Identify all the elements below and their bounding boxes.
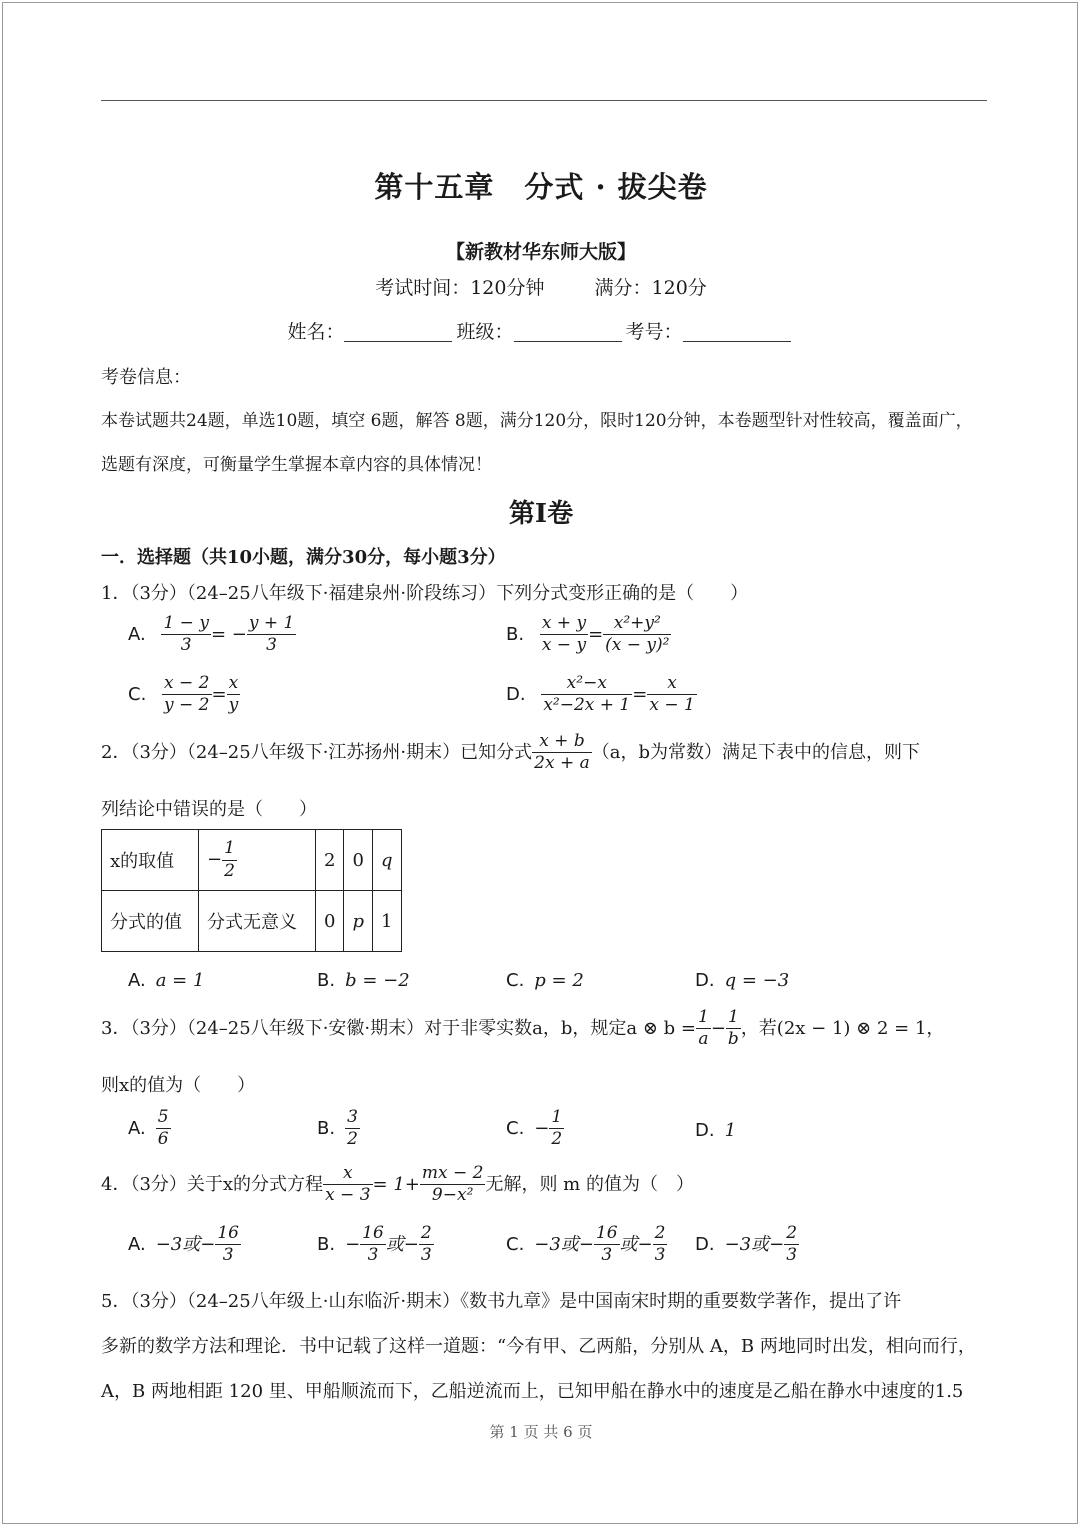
q3-option-c[interactable]	[506, 1107, 564, 1151]
table-cell: 分式无意义	[199, 891, 316, 952]
denominator: x − 1	[649, 695, 695, 716]
q2-option-d[interactable]	[695, 970, 789, 991]
denominator: 3	[367, 1245, 379, 1266]
table-cell: 0	[344, 830, 373, 891]
id-label: 考号：	[625, 321, 683, 343]
numerator: x	[227, 673, 241, 695]
option-letter: A.	[128, 1117, 146, 1139]
table-cell	[199, 830, 316, 891]
name-label: 姓名：	[287, 321, 345, 343]
option-letter: A.	[128, 623, 146, 645]
q3-stem-line2: 则x的值为（ ）	[101, 1075, 256, 1096]
denominator: 3	[222, 1245, 234, 1266]
option-letter: D.	[695, 1233, 715, 1255]
denominator: 2	[224, 860, 235, 881]
numerator: 1	[549, 1107, 564, 1129]
q4-stem-post: 无解，则 m 的值为（ ）	[485, 1173, 694, 1195]
table-cell: 0	[316, 891, 344, 952]
q2-value-table	[101, 829, 402, 952]
header-rule	[101, 100, 987, 101]
numerator: x²+y²	[603, 613, 671, 635]
student-info-row	[3, 317, 1079, 344]
q5-line-1: 5．（3分）（24–25八年级上·山东临沂·期末）《数书九章》是中国南宋时期的重要数学著作，提出了许	[101, 1291, 902, 1312]
option-mid: 或−	[385, 1233, 419, 1255]
numerator: x + y	[540, 613, 588, 635]
q4-option-c[interactable]	[506, 1223, 667, 1267]
full-score: 满分：120分	[594, 277, 707, 299]
q1-option-b[interactable]	[506, 613, 671, 657]
denominator: x − y	[541, 635, 587, 656]
exam-meta	[3, 273, 1079, 300]
equals: =	[211, 683, 227, 705]
option-letter: B.	[317, 1117, 336, 1139]
denominator: y	[228, 695, 239, 716]
option-letter: D.	[695, 970, 715, 991]
table-cell: 分式的值	[102, 891, 199, 952]
denominator: 3	[654, 1245, 666, 1266]
info-label: 考卷信息：	[101, 367, 191, 388]
q3-option-b[interactable]	[317, 1107, 360, 1151]
q2-stem	[101, 731, 920, 775]
denominator: x²−2x + 1	[543, 695, 631, 716]
option-letter: B.	[317, 1233, 336, 1255]
numerator: 5	[156, 1107, 171, 1129]
numerator: x	[323, 1163, 372, 1185]
denominator: 2	[347, 1129, 358, 1150]
q3-stem-post: ，若(2x − 1) ⊗ 2 = 1，	[740, 1017, 945, 1039]
numerator: 1	[696, 1007, 711, 1029]
info-line-1: 本卷试题共24题，单选10题，填空 6题，解答 8题，满分120分，限时120分钟，本卷题型针对性较高，覆盖面广，	[101, 411, 973, 431]
part-one-heading: 一．选择题（共10小题，满分30分，每小题3分）	[101, 547, 506, 568]
numerator: 16	[215, 1223, 241, 1245]
numerator: 2	[784, 1223, 799, 1245]
class-field[interactable]	[514, 321, 622, 342]
denominator: a	[698, 1029, 709, 1050]
numerator: 2	[419, 1223, 434, 1245]
denominator: 3	[601, 1245, 613, 1266]
numerator: mx − 2	[420, 1163, 486, 1185]
table-cell: 2	[316, 830, 344, 891]
equals: =	[588, 623, 604, 645]
option-letter: C.	[128, 683, 147, 705]
numerator: 3	[345, 1107, 360, 1129]
denominator: 9−x²	[431, 1185, 474, 1206]
option-value: b = −2	[345, 970, 410, 991]
denominator: 2x + a	[534, 753, 590, 774]
option-prefix: −3或−	[534, 1233, 594, 1255]
minus-sign: −	[534, 1117, 550, 1139]
q4-option-a[interactable]	[128, 1223, 241, 1267]
q1-option-d[interactable]	[506, 673, 697, 717]
name-field[interactable]	[344, 321, 452, 342]
id-field[interactable]	[683, 321, 791, 342]
q5-line-2: 多新的数学方法和理论．书中记载了这样一道题：“今有甲、乙两船，分别从 A，B 两地同时出发，相向而行，	[101, 1336, 976, 1357]
q3-option-d[interactable]	[695, 1120, 736, 1141]
option-value: 1	[724, 1120, 737, 1141]
option-letter: B.	[506, 623, 525, 645]
q3-option-a[interactable]	[128, 1107, 171, 1151]
numerator: x + b	[532, 731, 592, 753]
table-cell: x的取值	[102, 830, 199, 891]
option-prefix: −3或−	[724, 1233, 785, 1255]
exam-time: 考试时间：120分钟	[375, 277, 545, 299]
q5-line-3: A，B 两地相距 120 里、甲船顺流而下，乙船逆流而上，已知甲船在静水中的速度是乙船在静水中速度的1.5	[101, 1381, 964, 1402]
q2-stem-pre: 2．（3分）（24–25八年级下·江苏扬州·期末）已知分式	[101, 741, 533, 763]
denominator: 2	[551, 1129, 563, 1150]
table-cell: p	[344, 891, 373, 952]
numerator: 1 − y	[161, 613, 210, 635]
minus-sign: −	[710, 1017, 726, 1039]
numerator: x − 2	[162, 673, 211, 695]
denominator: x − 3	[325, 1185, 371, 1206]
equals: =	[632, 683, 648, 705]
option-letter: A.	[128, 970, 146, 991]
q3-stem-pre: 3．（3分）（24–25八年级下·安徽·期末）对于非零实数a，b，规定a ⊗ b =	[101, 1017, 696, 1039]
numerator: 1	[222, 838, 237, 860]
q4-option-d[interactable]	[695, 1223, 799, 1267]
option-value: p = 2	[534, 970, 584, 991]
q4-stem-pre: 4．（3分）关于x的分式方程	[101, 1173, 324, 1195]
option-prefix: −3或−	[155, 1233, 216, 1255]
info-line-2: 选题有深度，可衡量学生掌握本章内容的具体情况！	[101, 455, 492, 475]
table-cell: q	[372, 830, 401, 891]
q4-stem	[101, 1163, 694, 1207]
numerator: x	[647, 673, 696, 695]
section-title: 第Ⅰ卷	[508, 499, 574, 529]
option-prefix: −	[345, 1233, 361, 1255]
numerator: 16	[360, 1223, 386, 1245]
q1-option-c[interactable]	[128, 673, 240, 717]
option-mid: 或−	[619, 1233, 653, 1255]
option-value: a = 1	[155, 970, 205, 991]
option-letter: D.	[506, 683, 526, 705]
numerator: 16	[594, 1223, 620, 1245]
numerator: x²−x	[541, 673, 632, 695]
exam-page	[2, 2, 1078, 1524]
numerator: 1	[726, 1007, 741, 1029]
denominator: (x − y)²	[605, 635, 670, 656]
option-letter: C.	[506, 1117, 525, 1139]
numerator: 2	[653, 1223, 668, 1245]
option-letter: A.	[128, 1233, 146, 1255]
q1-stem: 1．（3分）（24–25八年级下·福建泉州·阶段练习）下列分式变形正确的是（ ）	[101, 583, 749, 604]
page-title: 第十五章 分式 · 拔尖卷	[374, 170, 708, 204]
q2-option-a[interactable]	[128, 970, 204, 991]
equals: = −	[210, 623, 247, 645]
q2-stem-line2: 列结论中错误的是（ ）	[101, 799, 317, 820]
denominator: 3	[420, 1245, 432, 1266]
option-value: q = −3	[724, 970, 790, 991]
denominator: b	[727, 1029, 739, 1050]
option-letter: B.	[317, 970, 336, 991]
q2-option-c[interactable]	[506, 970, 584, 991]
q1-option-a[interactable]	[128, 613, 296, 657]
option-letter: C.	[506, 1233, 525, 1255]
table-cell: 1	[372, 891, 401, 952]
denominator: 3	[786, 1245, 798, 1266]
minus-sign: −	[207, 849, 223, 870]
q4-option-b[interactable]	[317, 1223, 434, 1267]
q3-stem	[101, 1007, 944, 1051]
denominator: 6	[157, 1129, 169, 1150]
denominator: 3	[266, 635, 277, 656]
edition-label: 【新教材华东师大版】	[445, 241, 636, 263]
class-label: 班级：	[456, 321, 514, 343]
denominator: y − 2	[164, 695, 210, 716]
q2-stem-post: （a，b为常数）满足下表中的信息，则下	[591, 741, 921, 763]
numerator: y + 1	[247, 613, 296, 635]
q2-option-b[interactable]	[317, 970, 410, 991]
option-letter: D.	[695, 1120, 715, 1141]
denominator: 3	[180, 635, 192, 656]
equals: = 1+	[372, 1173, 420, 1195]
page-number: 第 1 页 共 6 页	[489, 1423, 593, 1441]
option-letter: C.	[506, 970, 525, 991]
